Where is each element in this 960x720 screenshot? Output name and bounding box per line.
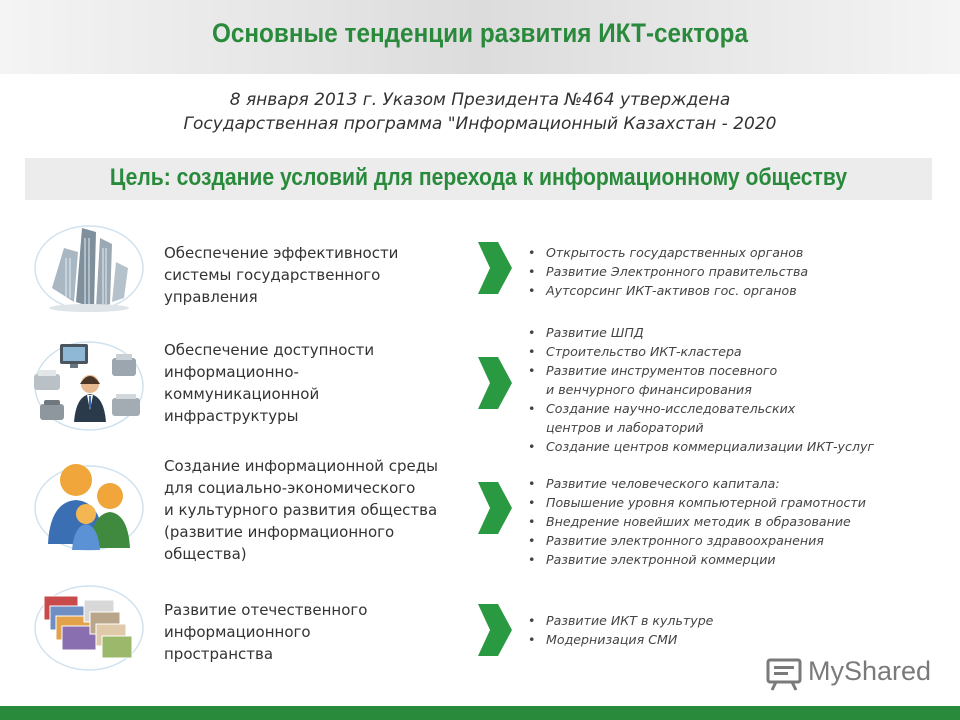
list-item: • Внедрение новейших методик в образование <box>528 512 948 531</box>
chevron-right-icon <box>478 482 512 534</box>
chevron-right-icon <box>478 357 512 409</box>
slide-title: Основные тенденции развития ИКТ-сектора <box>211 18 749 48</box>
list-item: • Создание центров коммерциализации ИКТ-услуг <box>528 437 948 456</box>
media-screens-icon <box>30 582 148 678</box>
list-item: • Модернизация СМИ <box>528 630 948 649</box>
buildings-icon <box>30 218 148 314</box>
list-item: • Повышение уровня компьютерной грамотности <box>528 493 948 512</box>
list-item: • Развитие электронного здравоохранения <box>528 531 948 550</box>
bullet-list-information-society <box>528 474 948 569</box>
brand-name: MyShared <box>808 656 932 686</box>
presentation-board-icon <box>766 656 802 692</box>
row-title-information-society: Создание информационной среды для социально-экономического и культурного развития общества (развитие информационного общества) <box>164 457 438 563</box>
list-item: • Развитие ШПД <box>528 323 948 342</box>
footer-bar <box>0 706 960 720</box>
chevron-right-icon <box>478 242 512 294</box>
list-item: • Развитие инструментов посевного и венчурного финансирования <box>528 361 948 399</box>
list-item: • Развитие ИКТ в культуре <box>528 611 948 630</box>
bullet-list-governance <box>528 243 948 300</box>
goal-heading: Цель: создание условий для перехода к информационному обществу <box>109 164 848 191</box>
row-title-infrastructure: Обеспечение доступности информационно- коммуникационной инфраструктуры <box>164 341 375 425</box>
bullet-list-infrastructure <box>528 323 948 456</box>
office-equipment-icon <box>30 338 148 434</box>
subtitle <box>0 88 960 136</box>
list-item: • Создание научно-исследовательских центров и лабораторий <box>528 399 948 437</box>
list-item: • Развитие электронной коммерции <box>528 550 948 569</box>
chevron-right-icon <box>478 604 512 656</box>
list-item: • Открытость государственных органов <box>528 243 948 262</box>
subtitle-line-1: 8 января 2013 г. Указом Президента №464 утверждена <box>229 90 731 110</box>
row-title-information-space: Развитие отечественного информационного пространства <box>164 601 368 663</box>
bullet-list-information-space <box>528 611 948 649</box>
list-item: • Строительство ИКТ-кластера <box>528 342 948 361</box>
list-item: • Аутсорсинг ИКТ-активов гос. органов <box>528 281 948 300</box>
list-item: • Развитие Электронного правительства <box>528 262 948 281</box>
list-item: • Развитие человеческого капитала: <box>528 474 948 493</box>
row-title-governance: Обеспечение эффективности системы государственного управления <box>164 244 399 306</box>
family-icon <box>30 458 148 554</box>
subtitle-line-2: Государственная программа "Информационный Казахстан - 2020 <box>183 114 777 134</box>
